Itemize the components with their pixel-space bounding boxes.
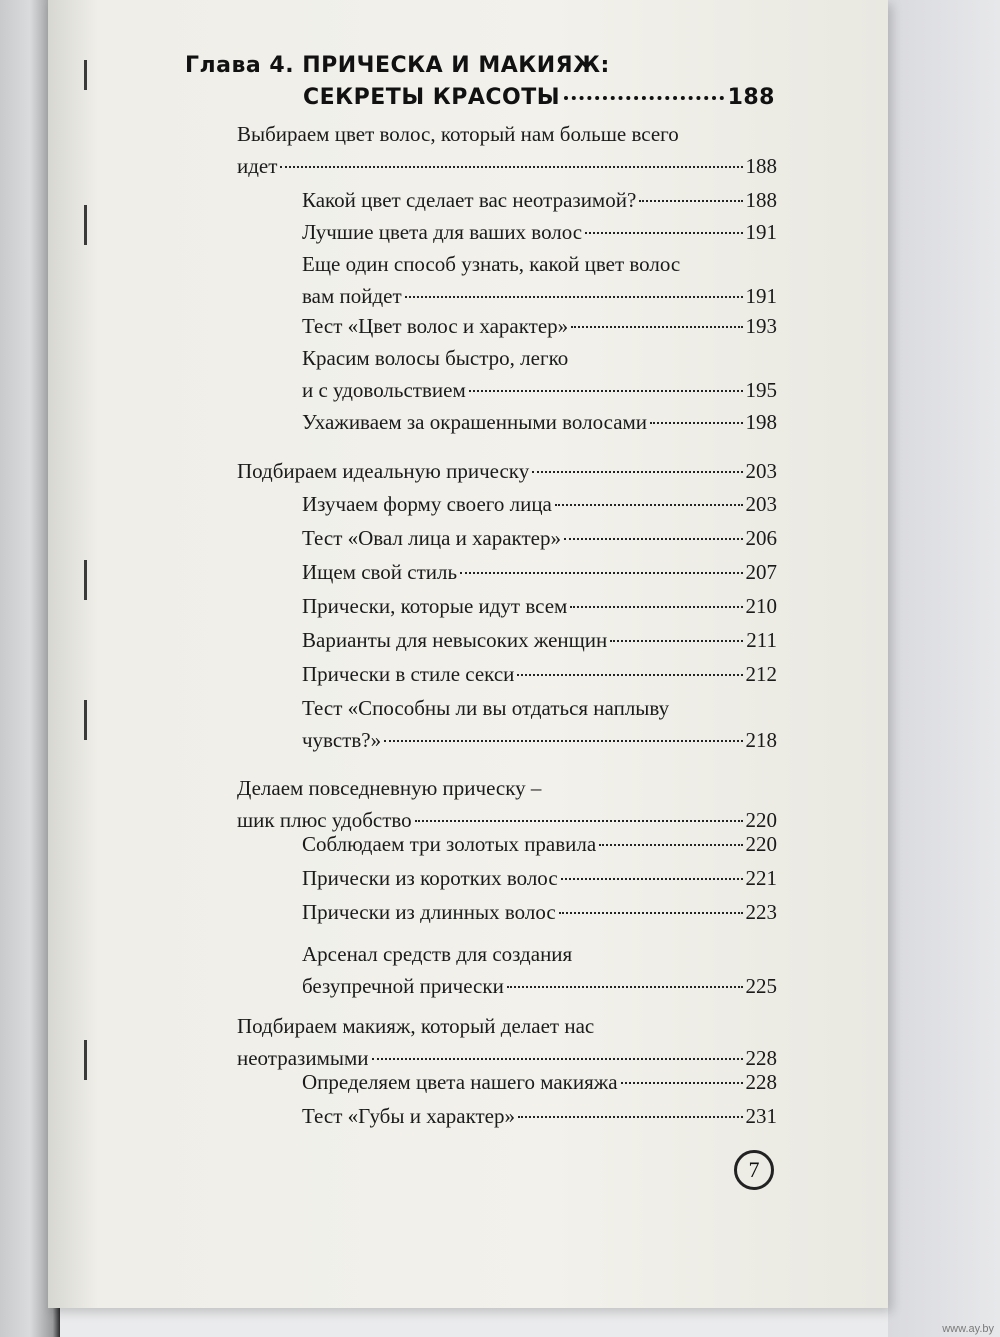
- toc-entry: [302, 828, 777, 860]
- toc-entry-page-number: 231: [745, 1104, 777, 1128]
- dot-leader: [571, 326, 742, 328]
- toc-entry-title-line: Подбираем идеальную прическу: [237, 459, 530, 483]
- toc-entry-title-line: Лучшие цвета для ваших волос: [302, 220, 583, 244]
- toc-entry-page-number: 221: [745, 866, 777, 890]
- toc-entry-title-line: чувств?»: [302, 728, 382, 752]
- toc-entry-title-line: идет: [237, 154, 278, 178]
- toc-entry: [302, 862, 777, 894]
- toc-entry-title-line: Делаем повседневную прическу –: [237, 776, 542, 800]
- toc-entry-title-line: Соблюдаем три золотых правила: [302, 832, 597, 856]
- toc-entry: [302, 522, 777, 554]
- toc-entry-page-number: 193: [745, 314, 777, 338]
- dot-leader: [517, 674, 742, 676]
- toc-entry: [302, 590, 777, 622]
- toc-entry: [302, 216, 777, 248]
- toc-entry-page-number: 203: [745, 459, 777, 483]
- toc-entry-title-line: безупречной прически: [302, 974, 504, 998]
- dot-leader: [559, 912, 743, 914]
- toc-entry: [302, 248, 777, 312]
- chapter-heading-line1: Глава 4. ПРИЧЕСКА И МАКИЯЖ:: [185, 53, 610, 78]
- toc-entry-page-number: 228: [745, 1046, 777, 1070]
- toc-entry-page-number: 225: [745, 974, 777, 998]
- toc-entry-title-line: и с удовольствием: [302, 378, 466, 402]
- toc-entry-page-number: 203: [745, 492, 777, 516]
- dot-leader: [555, 504, 743, 506]
- toc-entry-page-number: 218: [745, 728, 777, 752]
- dot-leader: [460, 572, 742, 574]
- toc-entry-title-line: Варианты для невысоких женщин: [302, 628, 608, 652]
- toc-entry-title-line: Ищем свой стиль: [302, 560, 458, 584]
- watermark: www.ay.by: [942, 1323, 994, 1335]
- toc-entry-title-line: Еще один способ узнать, какой цвет волос: [302, 252, 681, 276]
- dot-leader: [650, 422, 742, 424]
- dot-leader: [561, 878, 743, 880]
- toc-entry: [237, 772, 777, 836]
- dot-leader: [469, 390, 743, 392]
- toc-entry-title-line: Какой цвет сделает вас неотразимой?: [302, 188, 637, 212]
- dot-leader: [564, 538, 743, 540]
- toc-entry: [302, 938, 777, 1002]
- toc-entry-title-line: Арсенал средств для создания: [302, 942, 573, 966]
- toc-entry-page-number: 188: [745, 188, 777, 212]
- dot-leader: [610, 640, 743, 642]
- toc-entry: [302, 624, 777, 656]
- toc-entry-title-line: Подбираем макияж, который делает нас: [237, 1014, 595, 1038]
- toc-entry-title-line: Прически в стиле секси: [302, 662, 515, 686]
- page-number-badge: 7: [734, 1150, 774, 1190]
- dot-leader: [415, 820, 743, 822]
- toc-entry-page-number: 198: [745, 410, 777, 434]
- toc-entry-page-number: 191: [745, 284, 777, 308]
- dot-leader: [599, 844, 742, 846]
- toc-entry: [302, 184, 777, 216]
- dot-leader: [372, 1058, 743, 1060]
- toc-entry-page-number: 228: [745, 1070, 777, 1094]
- toc-entry-title-line: шик плюс удобство: [237, 808, 412, 832]
- toc-entry-title-line: Выбираем цвет волос, который нам больше всего: [237, 122, 679, 146]
- dot-leader: [518, 1116, 742, 1118]
- toc-entry-title-line: вам пойдет: [302, 284, 402, 308]
- toc-entry-title-line: Прически из длинных волос: [302, 900, 556, 924]
- toc-entry: [302, 658, 777, 690]
- toc-entry: [302, 556, 777, 588]
- dot-leader: [621, 1082, 743, 1084]
- dot-leader: [405, 296, 743, 298]
- toc-entry: [302, 896, 777, 928]
- toc-entry-title-line: Определяем цвета нашего макияжа: [302, 1070, 618, 1094]
- toc-entry-title-line: Изучаем форму своего лица: [302, 492, 552, 516]
- toc-entry: [302, 1066, 777, 1098]
- toc-entry-title-line: неотразимыми: [237, 1046, 369, 1070]
- toc-entry-page-number: 220: [745, 832, 777, 856]
- toc-entry: [237, 1010, 777, 1074]
- chapter-heading-line2: СЕКРЕТЫ КРАСОТЫ: [303, 85, 561, 110]
- dot-leader: [280, 166, 742, 168]
- toc-entry: [237, 118, 777, 182]
- toc-entry-title-line: Прически, которые идут всем: [302, 594, 568, 618]
- toc-entry: [302, 692, 777, 756]
- toc-entry-title-line: Красим волосы быстро, легко: [302, 346, 569, 370]
- toc-entry-page-number: 212: [745, 662, 777, 686]
- toc-entry: [302, 1100, 777, 1132]
- toc-entry: [302, 406, 777, 438]
- toc-entry: [302, 310, 777, 342]
- toc-entry: [302, 342, 777, 406]
- toc-entry: [237, 455, 777, 487]
- toc-entry-title-line: Тест «Цвет волос и характер»: [302, 314, 569, 338]
- toc-entry-page-number: 210: [745, 594, 777, 618]
- toc-entry: [302, 488, 777, 520]
- toc-entry-page-number: 206: [745, 526, 777, 550]
- toc-entry-page-number: 188: [745, 154, 777, 178]
- toc-entry-page-number: 211: [746, 628, 777, 652]
- dot-leader: [585, 232, 742, 234]
- toc-entry-title-line: Тест «Овал лица и характер»: [302, 526, 561, 550]
- toc-entry-page-number: 220: [745, 808, 777, 832]
- toc-entry-page-number: 223: [745, 900, 777, 924]
- toc-entry-page-number: 195: [745, 378, 777, 402]
- dot-leader: [570, 606, 742, 608]
- toc-entry-title-line: Тест «Способны ли вы отдаться наплыву: [302, 696, 670, 720]
- dot-leader: [384, 740, 742, 742]
- toc-entry-page-number: 207: [745, 560, 777, 584]
- chapter-page-number: 188: [727, 85, 775, 110]
- dot-leader: [507, 986, 743, 988]
- toc-entry-title-line: Ухаживаем за окрашенными волосами: [302, 410, 648, 434]
- dot-leader: [639, 200, 742, 202]
- toc-entry-page-number: 191: [745, 220, 777, 244]
- dot-leader: [532, 471, 742, 473]
- toc-entry-title-line: Прически из коротких волос: [302, 866, 558, 890]
- toc-entry-title-line: Тест «Губы и характер»: [302, 1104, 516, 1128]
